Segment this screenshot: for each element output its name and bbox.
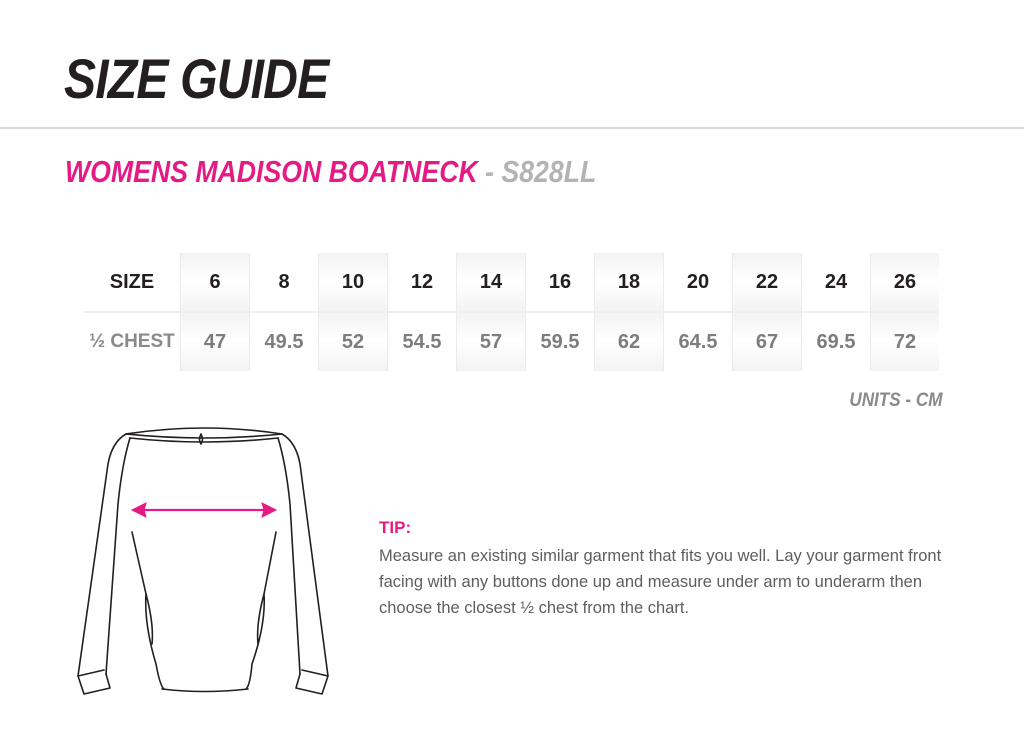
size-row	[84, 253, 939, 312]
tip-text: Measure an existing similar garment that fits you well. Lay your garment front facing with any buttons done up and measure under arm to underarm then choose the closest ½ chest from the chart.	[379, 547, 942, 617]
size-chart-table	[84, 253, 939, 371]
chest-row-label: ½ CHEST	[89, 331, 175, 352]
chest-cell: 59.5	[526, 312, 595, 371]
page-title: SIZE GUIDE	[64, 47, 329, 110]
size-cell: 14	[457, 253, 526, 312]
chest-cell: 62	[595, 312, 664, 371]
size-cell: 6	[181, 253, 250, 312]
size-cell: 24	[802, 253, 871, 312]
size-cell: 8	[250, 253, 319, 312]
chest-cell: 54.5	[388, 312, 457, 371]
size-cell: 20	[664, 253, 733, 312]
header-divider	[0, 127, 1024, 129]
chest-cell: 67	[733, 312, 802, 371]
chest-cell: 72	[871, 312, 940, 371]
product-code: S828LL	[501, 154, 597, 189]
size-cell: 16	[526, 253, 595, 312]
size-cell: 12	[388, 253, 457, 312]
size-row-label: SIZE	[84, 253, 181, 312]
product-separator: -	[477, 154, 502, 189]
size-cell: 10	[319, 253, 388, 312]
product-heading	[65, 152, 596, 192]
chest-cell: 49.5	[250, 312, 319, 371]
chest-cell: 57	[457, 312, 526, 371]
chest-cell: 64.5	[664, 312, 733, 371]
size-cell: 26	[871, 253, 940, 312]
tip-label: TIP:	[379, 518, 412, 537]
tip-box	[379, 517, 969, 621]
chest-row	[84, 312, 939, 371]
garment-outline	[78, 428, 328, 694]
units-label: UNITS - CM	[848, 390, 942, 411]
chest-cell: 69.5	[802, 312, 871, 371]
chest-cell: 47	[181, 312, 250, 371]
product-name: WOMENS MADISON BOATNECK	[65, 154, 478, 189]
size-cell: 22	[733, 253, 802, 312]
chest-cell: 52	[319, 312, 388, 371]
boatneck-top-illustration	[74, 424, 334, 704]
chest-measure-arrow	[132, 503, 276, 517]
size-cell: 18	[595, 253, 664, 312]
